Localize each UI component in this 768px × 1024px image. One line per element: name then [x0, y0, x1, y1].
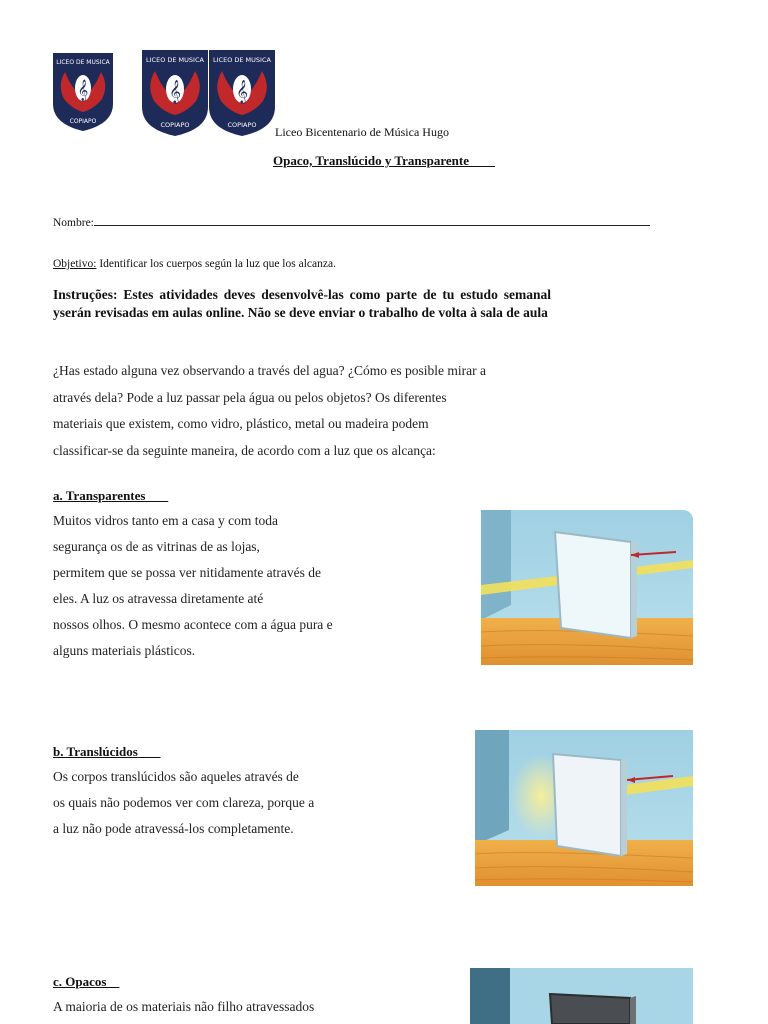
svg-text:LICEO DE MUSICA: LICEO DE MUSICA: [213, 56, 271, 64]
svg-text:LICEO DE MUSICA: LICEO DE MUSICA: [56, 59, 110, 66]
objective: [53, 258, 336, 270]
opaque-object-illustration: [470, 968, 693, 1024]
svg-text:𝄞: 𝄞: [169, 79, 181, 103]
paragraph-line: Os corpos translúcidos são aqueles através de: [53, 769, 299, 784]
paragraph-line: permitem que se possa ver nitidamente através de: [53, 565, 322, 580]
paragraph-line: eles. A luz os atravessa diretamente até: [53, 591, 264, 606]
objective-label: Objetivo:: [53, 258, 97, 270]
intro-line: classificar-se da seguinte maneira, de acordo com a luz que os alcança:: [53, 442, 436, 458]
paragraph-line: A maioria de os materiais não filho atravessados: [53, 999, 315, 1014]
document-title: [0, 153, 768, 169]
name-label: Nombre:: [53, 217, 94, 229]
section-heading-text: c. Opacos: [53, 974, 107, 989]
paragraph-line: Muitos vidros tanto em a casa y com toda: [53, 513, 278, 528]
name-blank-line[interactable]: [94, 214, 650, 226]
paragraph-line: a luz não pode atravessá-los completamente.: [53, 821, 294, 836]
svg-text:𝄞: 𝄞: [77, 80, 89, 101]
paragraph-line: alguns materiais plásticos.: [53, 643, 196, 658]
paragraph-line: nossos olhos. O mesmo acontece com a água pura e: [53, 617, 333, 632]
school-name: Liceo Bicentenario de Música Hugo: [275, 125, 449, 139]
name-field[interactable]: [53, 214, 650, 229]
section-heading-translucidos: [53, 744, 161, 760]
intro-line: através dela? Pode a luz passar pela água ou pelos objetos? Os diferentes: [53, 389, 447, 405]
school-crest-logo-large: [141, 49, 276, 137]
translucent-glass-illustration: [475, 730, 693, 886]
svg-text:COPIAPO: COPIAPO: [69, 118, 97, 125]
paragraph-line: os quais não podemos ver com clareza, porque a: [53, 795, 315, 810]
svg-text:COPIAPO: COPIAPO: [160, 121, 190, 129]
paragraph-line: segurança os de as vitrinas de as lojas,: [53, 539, 260, 554]
section-heading-opacos: [53, 974, 119, 990]
section-heading-text: b. Translúcidos: [53, 744, 138, 759]
section-heading-text: a. Transparentes: [53, 488, 146, 503]
section-text-translucidos: [53, 764, 314, 842]
svg-text:COPIAPO: COPIAPO: [227, 121, 257, 129]
instructions: Instruções: Estes atividades deves desenvolvê-las como parte de tu estudo semanal yserán revisadas em aulas online. Não se deve enviar o trabalho de volta à sala de aula: [53, 287, 551, 320]
section-heading-transparentes: [53, 488, 168, 504]
intro-line: ¿Has estado alguna vez observando a través del agua? ¿Cómo es posible mirar a: [53, 363, 486, 378]
intro-line: materiais que existem, como vidro, plástico, metal ou madeira podem: [53, 416, 429, 431]
objective-text: Identificar los cuerpos según la luz que los alcanza.: [96, 258, 336, 270]
section-text-opacos: [53, 994, 314, 1020]
document-title-text: Opaco, Translúcido y Transparente: [273, 153, 469, 168]
school-crest-logo: [52, 52, 114, 132]
transparent-glass-illustration: [481, 510, 693, 665]
svg-text:LICEO DE MUSICA: LICEO DE MUSICA: [146, 56, 204, 64]
section-text-transparentes: [53, 508, 333, 664]
svg-text:𝄞: 𝄞: [236, 79, 248, 103]
intro-paragraph: [53, 358, 486, 464]
